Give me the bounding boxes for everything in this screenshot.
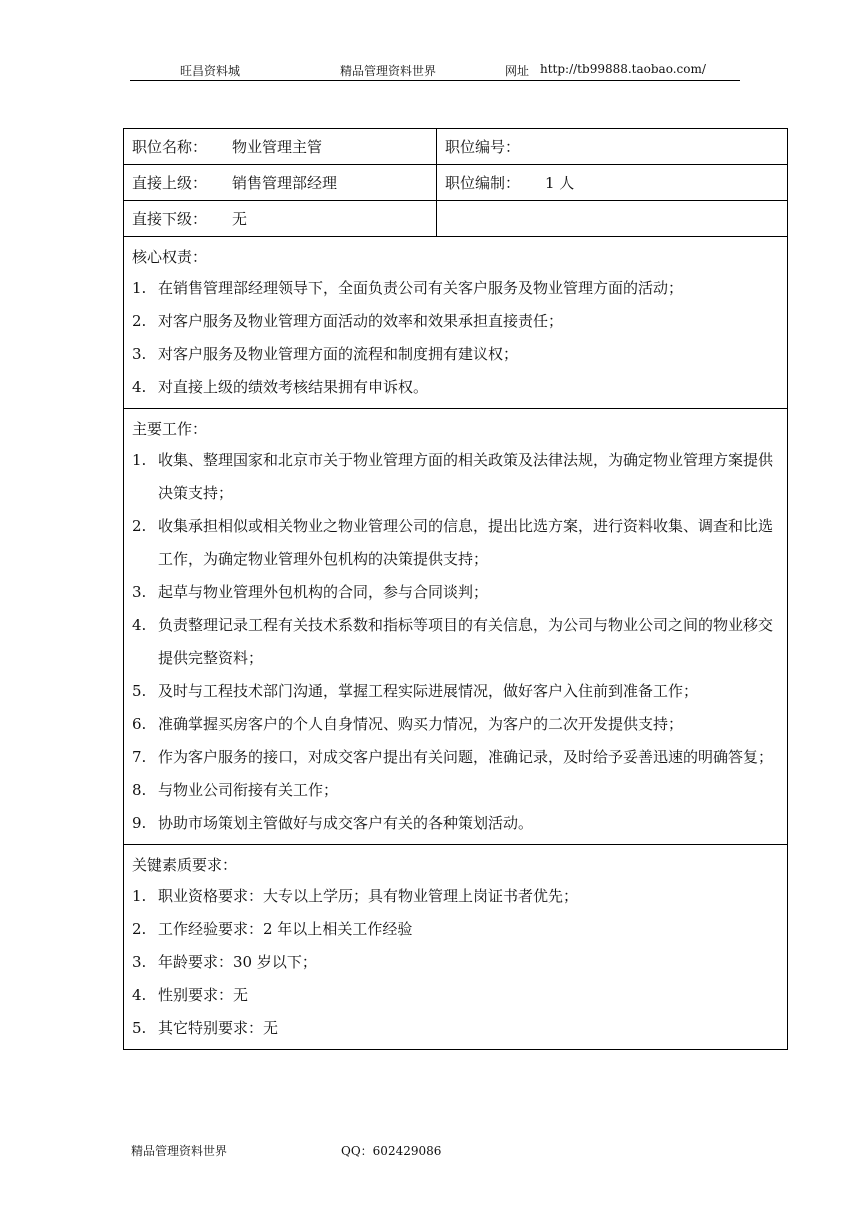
item-number: 1. <box>132 451 147 469</box>
item-text: 职业资格要求：大专以上学历；具有物业管理上岗证书者优先； <box>158 887 579 905</box>
item-number: 4. <box>132 986 147 1004</box>
header-site-name: 精品管理资料世界 <box>340 64 437 78</box>
item-text: 起草与物业管理外包机构的合同，参与合同谈判； <box>158 583 489 601</box>
list-item <box>132 774 779 807</box>
item-number: 1. <box>132 887 147 905</box>
headcount-label: 职位编制： <box>445 174 521 192</box>
job-title-value: 物业管理主管 <box>232 138 323 156</box>
item-text: 在销售管理部经理领导下，全面负责公司有关客户服务及物业管理方面的活动； <box>158 279 684 297</box>
item-number: 5. <box>132 682 147 700</box>
item-text: 年龄要求：30 岁以下； <box>158 953 317 971</box>
subordinate-label: 直接下级： <box>132 210 208 228</box>
work-title: 主要工作： <box>132 420 208 438</box>
header-shop-name: 旺昌资料城 <box>180 64 241 78</box>
row-title <box>124 129 788 165</box>
item-number: 3. <box>132 345 147 363</box>
item-number: 4. <box>132 616 147 634</box>
cell-subordinate <box>124 201 437 237</box>
superior-label: 直接上级： <box>132 174 208 192</box>
item-number: 2. <box>132 517 147 535</box>
item-text: 其它特别要求：无 <box>158 1019 279 1037</box>
row-subordinate <box>124 201 788 237</box>
cell-job-title <box>124 129 437 165</box>
header-url-label: 网址 <box>505 64 530 78</box>
item-text: 对客户服务及物业管理方面的流程和制度拥有建议权； <box>158 345 519 363</box>
item-text: 准确掌握买房客户的个人自身情况、购买力情况，为客户的二次开发提供支持； <box>158 715 684 733</box>
quals-title: 关键素质要求： <box>132 856 238 874</box>
item-text: 收集、整理国家和北京市关于物业管理方面的相关政策及法律法规，为确定物业管理方案提供决策支持； <box>158 451 774 502</box>
work-section <box>124 409 788 845</box>
item-number: 2. <box>132 920 147 938</box>
list-item <box>132 609 779 675</box>
cell-superior <box>124 165 437 201</box>
list-item <box>132 708 779 741</box>
job-title-label: 职位名称： <box>132 138 208 156</box>
superior-value: 销售管理部经理 <box>232 174 338 192</box>
duties-section <box>124 237 788 409</box>
list-item <box>132 913 779 946</box>
item-number: 1. <box>132 279 147 297</box>
item-text: 对直接上级的绩效考核结果拥有申诉权。 <box>158 378 429 396</box>
cell-job-code <box>437 129 788 165</box>
item-text: 作为客户服务的接口，对成交客户提出有关问题，准确记录，及时给予妥善迅速的明确答复； <box>158 748 774 766</box>
item-number: 3. <box>132 583 147 601</box>
list-item <box>132 1012 779 1045</box>
item-text: 工作经验要求：2 年以上相关工作经验 <box>158 920 413 938</box>
page-header <box>130 62 740 81</box>
item-text: 及时与工程技术部门沟通，掌握工程实际进展情况，做好客户入住前到准备工作； <box>158 682 699 700</box>
item-text: 性别要求：无 <box>158 986 249 1004</box>
list-item <box>132 338 779 371</box>
headcount-value: 1 人 <box>545 174 575 192</box>
item-text: 协助市场策划主管做好与成交客户有关的各种策划活动。 <box>158 814 534 832</box>
item-number: 3. <box>132 953 147 971</box>
item-text: 与物业公司衔接有关工作； <box>158 781 339 799</box>
row-quals <box>124 845 788 1050</box>
quals-section <box>124 845 788 1050</box>
list-item <box>132 675 779 708</box>
list-item <box>132 371 779 404</box>
duties-title: 核心权责： <box>132 248 208 266</box>
header-url[interactable]: http://tb99888.taobao.com/ <box>540 62 706 76</box>
item-number: 6. <box>132 715 147 733</box>
list-item <box>132 510 779 576</box>
list-item <box>132 741 779 774</box>
list-item <box>132 305 779 338</box>
item-number: 2. <box>132 312 147 330</box>
item-number: 9. <box>132 814 147 832</box>
row-superior <box>124 165 788 201</box>
cell-headcount <box>437 165 788 201</box>
list-item <box>132 807 779 840</box>
list-item <box>132 946 779 979</box>
subordinate-value: 无 <box>232 210 248 228</box>
row-duties <box>124 237 788 409</box>
item-text: 对客户服务及物业管理方面活动的效率和效果承担直接责任； <box>158 312 564 330</box>
list-item <box>132 576 779 609</box>
item-number: 8. <box>132 781 147 799</box>
job-description-table <box>123 128 788 1050</box>
item-number: 7. <box>132 748 147 766</box>
item-number: 4. <box>132 378 147 396</box>
footer-site-name: 精品管理资料世界 <box>131 1144 228 1158</box>
item-text: 负责整理记录工程有关技术系数和指标等项目的有关信息，为公司与物业公司之间的物业移交提供完整资料； <box>158 616 774 667</box>
list-item <box>132 880 779 913</box>
footer-qq: QQ：602429086 <box>341 1144 442 1158</box>
job-code-label: 职位编号： <box>445 138 521 156</box>
cell-empty <box>437 201 788 237</box>
list-item <box>132 444 779 510</box>
list-item <box>132 272 779 305</box>
item-text: 收集承担相似或相关物业之物业管理公司的信息，提出比选方案，进行资料收集、调查和比选工作，为确定物业管理外包机构的决策提供支持； <box>158 517 774 568</box>
row-work <box>124 409 788 845</box>
item-number: 5. <box>132 1019 147 1037</box>
list-item <box>132 979 779 1012</box>
